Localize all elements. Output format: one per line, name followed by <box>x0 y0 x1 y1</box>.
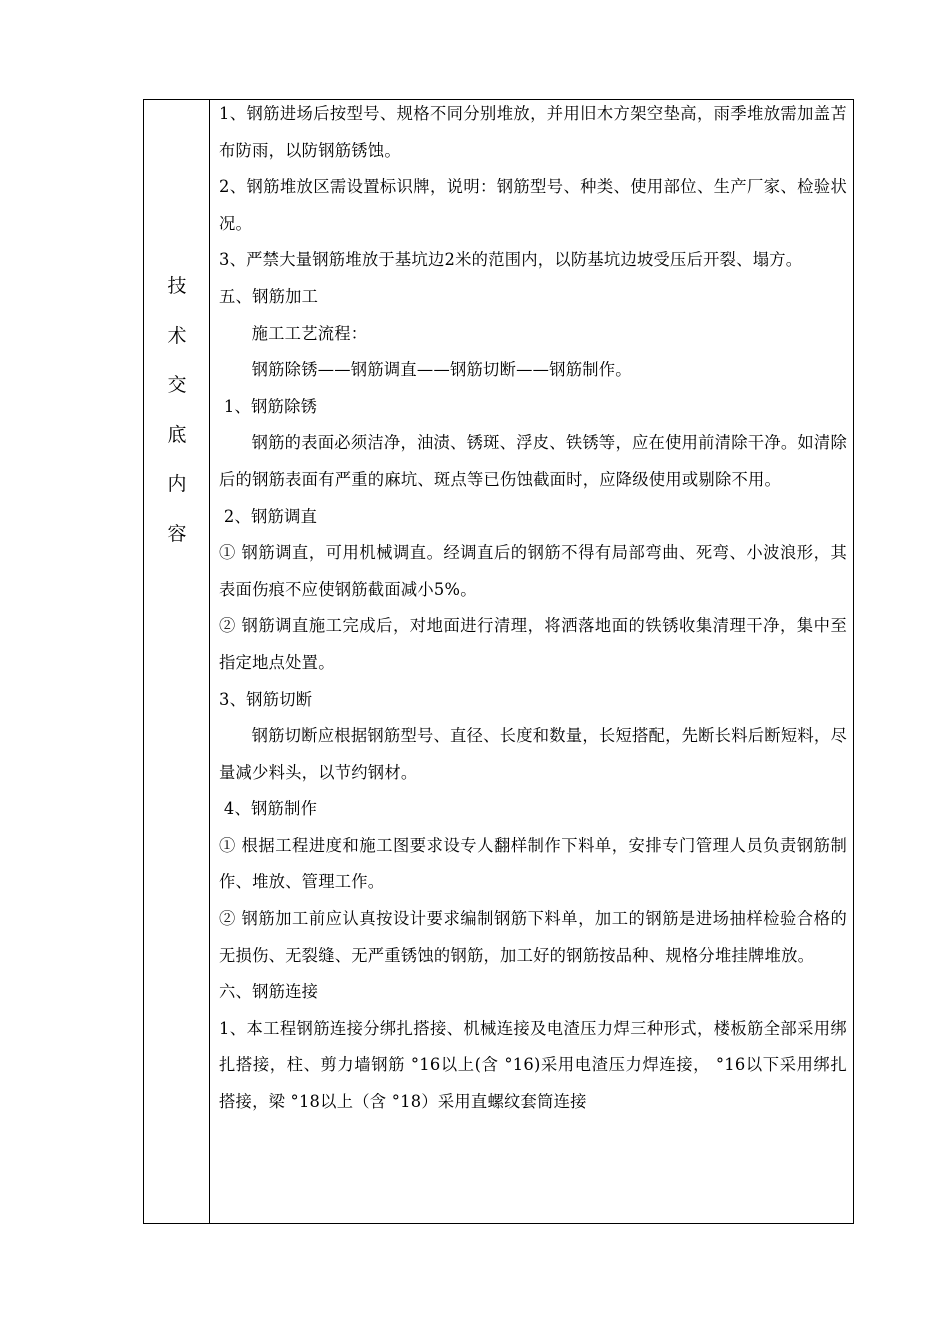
paragraph: 施工工艺流程： <box>251 323 368 343</box>
subsection-heading: 1、钢筋除锈 <box>223 396 318 416</box>
label-char: 容 <box>167 522 187 545</box>
paragraph: 钢筋切断应根据钢筋型号、直径、长度和数量，长短搭配，先断长料后断短料，尽量减少料头，以节约钢材。 <box>219 726 847 782</box>
paragraph: 1、本工程钢筋连接分绑扎搭接、机械连接及电渣压力焊三种形式，楼板筋全部采用绑扎搭接，柱、剪力墙钢筋 °16以上(含 °16)采用电渣压力焊连接， °16以下采用绑扎搭接，梁 °18以上（含 °18）采用直螺纹套筒连接 <box>219 1018 847 1112</box>
paragraph: 2、钢筋堆放区需设置标识牌，说明：钢筋型号、种类、使用部位、生产厂家、检验状况。 <box>219 177 847 233</box>
subsection-heading: 3、钢筋切断 <box>219 689 313 709</box>
label-char: 技 <box>167 275 187 297</box>
label-column <box>144 100 210 1223</box>
process-flow: 钢筋除锈——钢筋调直——钢筋切断——钢筋制作。 <box>251 360 632 380</box>
paragraph: ① 根据工程进度和施工图要求设专人翻样制作下料单，安排专门管理人员负责钢筋制作、堆放、管理工作。 <box>219 835 847 892</box>
paragraph: ② 钢筋调直施工完成后，对地面进行清理，将洒落地面的铁锈收集清理干净，集中至指定地点处置。 <box>219 616 847 672</box>
section-label <box>144 262 210 560</box>
disclosure-table <box>143 99 854 1224</box>
label-char: 内 <box>167 473 187 496</box>
section-heading: 六、钢筋连接 <box>219 982 319 1002</box>
subsection-heading: 4、钢筋制作 <box>223 799 318 819</box>
section-heading: 五、钢筋加工 <box>219 286 319 306</box>
label-char: 术 <box>167 324 187 347</box>
subsection-heading: 2、钢筋调直 <box>223 506 318 526</box>
paragraph: ① 钢筋调直，可用机械调直。经调直后的钢筋不得有局部弯曲、死弯、小波浪形，其表面伤痕不应使钢筋截面减小5%。 <box>219 543 847 599</box>
paragraph: 钢筋的表面必须洁净，油渍、锈斑、浮皮、铁锈等，应在使用前清除干净。如清除后的钢筋表面有严重的麻坑、斑点等已伤蚀截面时，应降级使用或剔除不用。 <box>219 433 847 489</box>
label-char: 交 <box>167 374 187 397</box>
content-column <box>210 100 853 1223</box>
paragraph: 1、钢筋进场后按型号、规格不同分别堆放，并用旧木方架空垫高，雨季堆放需加盖苫布防雨，以防钢筋锈蚀。 <box>219 104 847 160</box>
paragraph: ② 钢筋加工前应认真按设计要求编制钢筋下料单，加工的钢筋是进场抽样检验合格的无损伤、无裂缝、无严重锈蚀的钢筋，加工好的钢筋按品种、规格分堆挂牌堆放。 <box>219 909 847 965</box>
label-char: 底 <box>167 423 187 446</box>
paragraph: 3、严禁大量钢筋堆放于基坑边2米的范围内，以防基坑边坡受压后开裂、塌方。 <box>219 250 803 270</box>
